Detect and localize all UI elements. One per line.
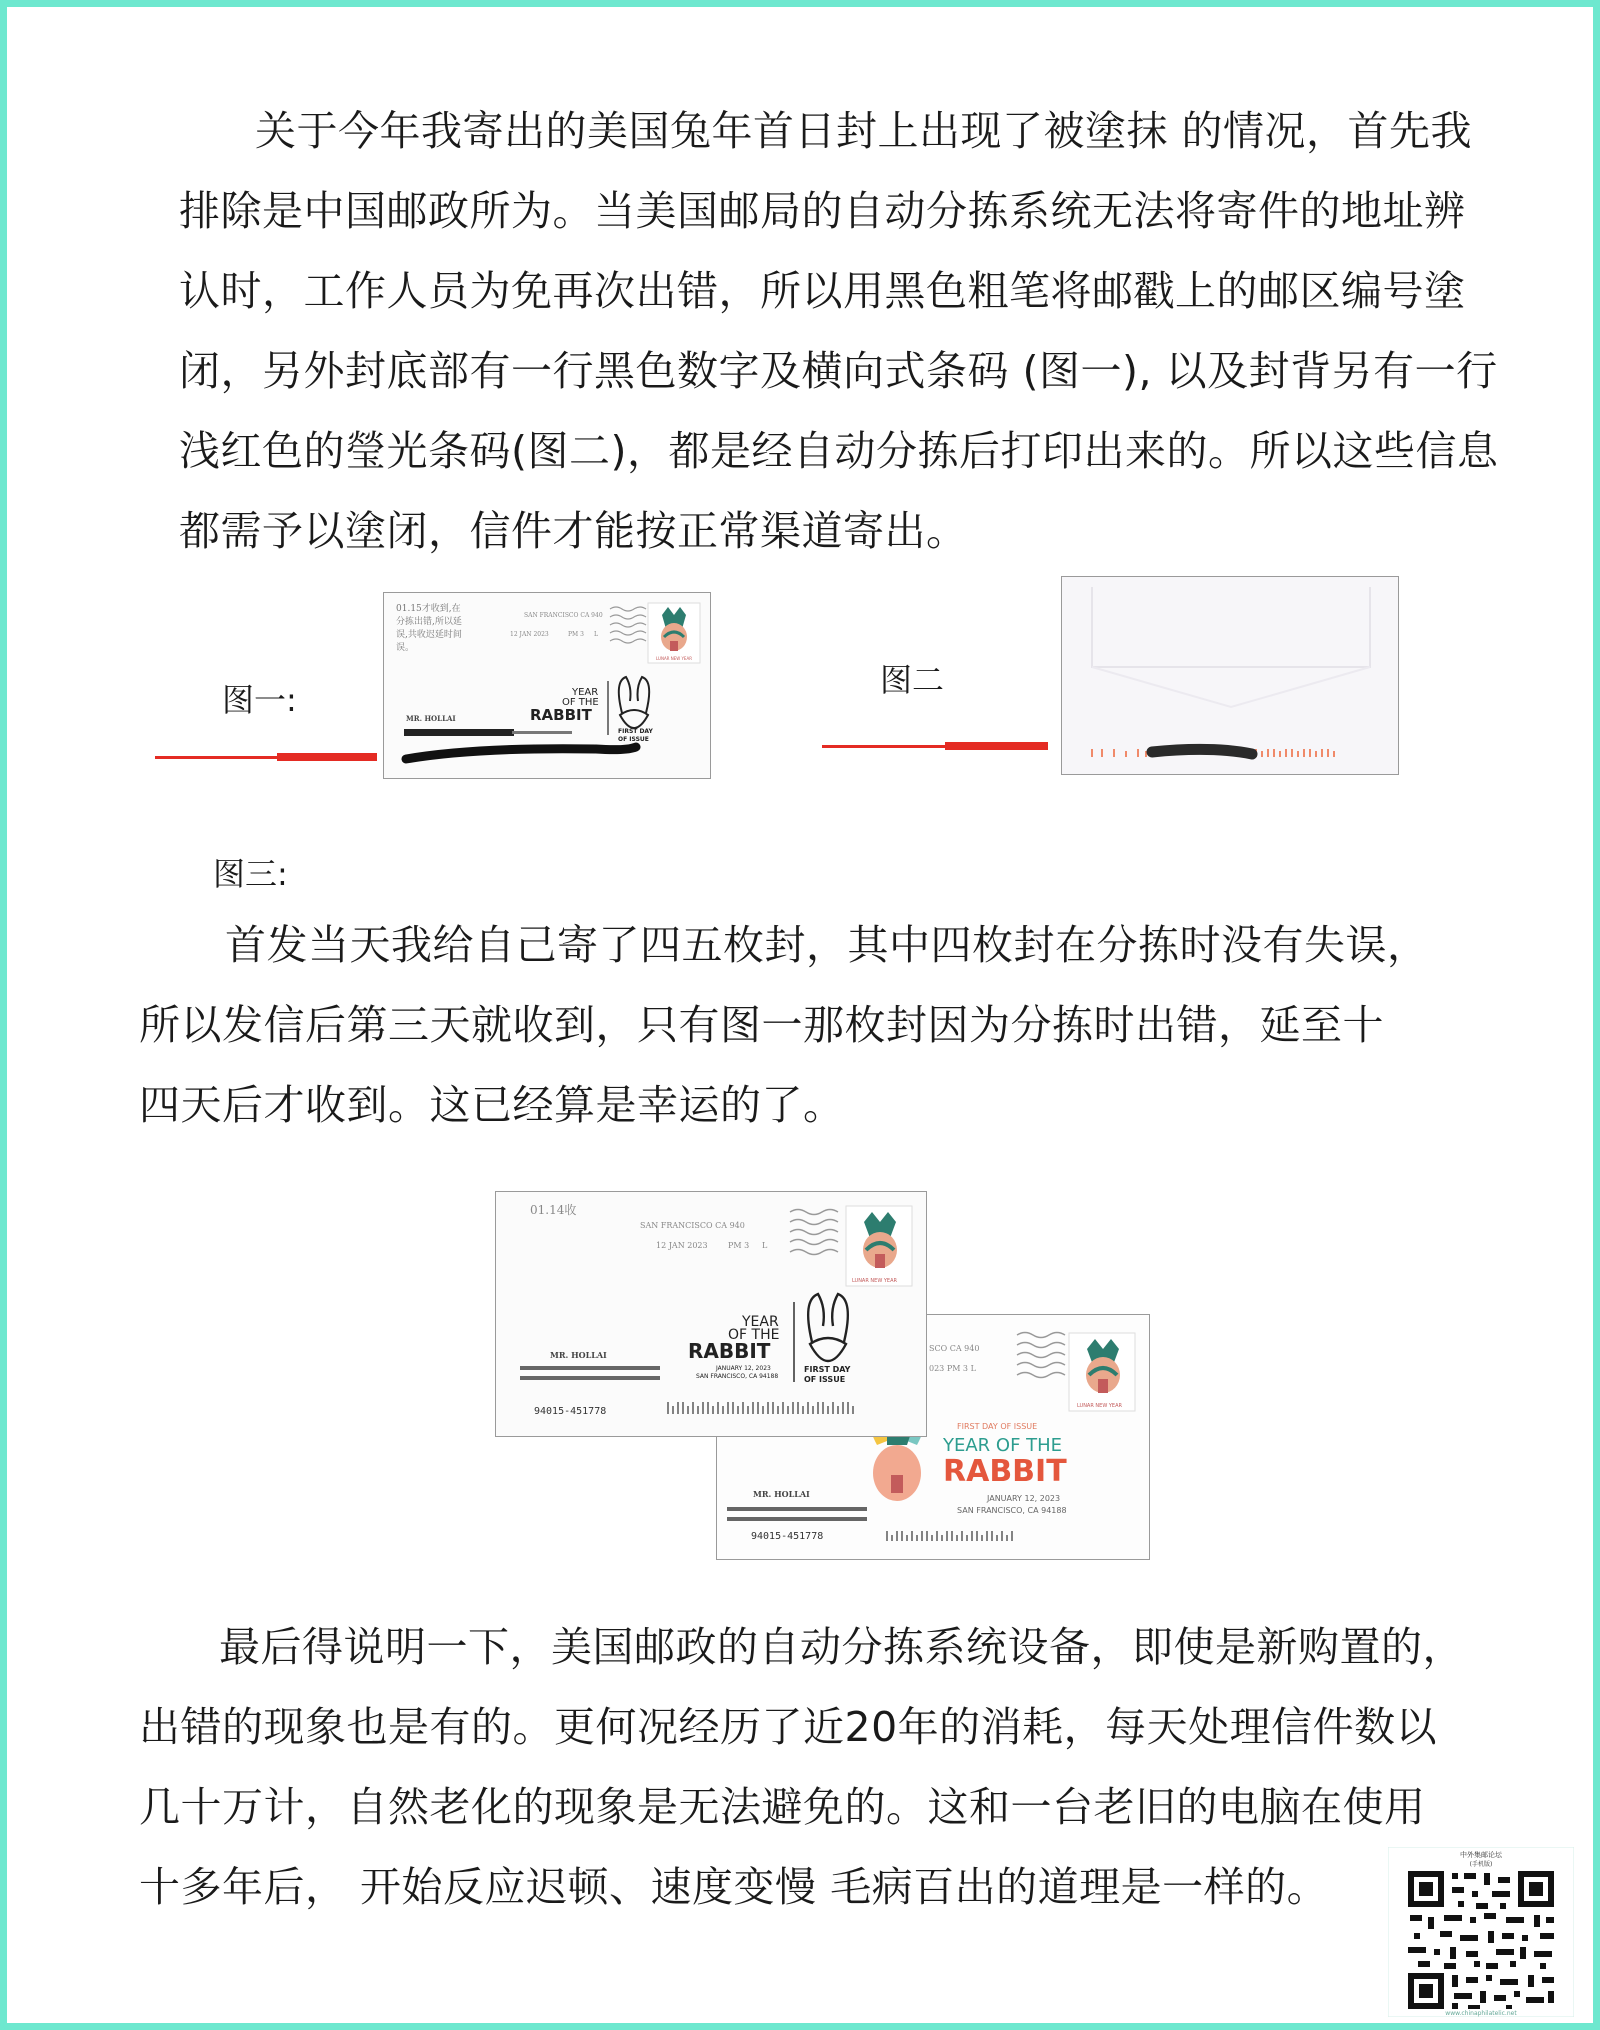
text-line: 浅红色的瑩光条码(图二)，都是经自动分拣后打印出来的。所以这些信息 <box>179 427 1499 475</box>
svg-text:YEAR OF THE: YEAR OF THE <box>943 1435 1063 1456</box>
postmark-city: SAN FRANCISCO CA 940 <box>524 612 603 619</box>
text-line: 闭，另外封底部有一行黑色数字及横向式条码 (图一), 以及封背另有一行 <box>179 347 1498 395</box>
stamp <box>648 603 700 663</box>
svg-text:RABBIT: RABBIT <box>688 1339 771 1363</box>
envelope-figure-3-bw <box>495 1191 927 1437</box>
blackout-address <box>404 729 514 736</box>
handwritten-note: 分拣出错,所以延 <box>396 617 462 627</box>
barcode <box>668 1402 853 1414</box>
handwritten-note: 误,共收迟延时间 <box>396 630 462 640</box>
svg-text:01.14收: 01.14收 <box>530 1203 577 1217</box>
document-page <box>7 7 1593 2023</box>
svg-text:94015-451778: 94015-451778 <box>751 1531 824 1542</box>
blackout-marker <box>406 747 636 759</box>
handwritten-note: 01.15才收到,在 <box>396 604 461 614</box>
red-underline <box>822 745 1048 748</box>
rabbit-text: RABBIT <box>530 706 592 724</box>
recipient-name: MR. HOLLAI <box>406 714 456 723</box>
svg-text:SAN FRANCISCO, CA 94188: SAN FRANCISCO, CA 94188 <box>957 1506 1067 1515</box>
text-line: 最后得说明一下，美国邮政的自动分拣系统设备，即使是新购置的， <box>219 1623 1464 1671</box>
of-the-text: OF THE <box>562 697 599 708</box>
text-line: 出错的现象也是有的。更何况经历了近20年的消耗，每天处理信件数以 <box>139 1703 1438 1751</box>
paragraph-intro <box>179 91 1499 571</box>
svg-text:FIRST DAY: FIRST DAY <box>804 1365 851 1374</box>
svg-text:SCO CA 940: SCO CA 940 <box>929 1344 980 1353</box>
svg-text:中外集邮论坛: 中外集邮论坛 <box>1460 1851 1502 1859</box>
blackout-marker <box>1152 749 1252 754</box>
rabbit-icon <box>619 677 649 728</box>
handwritten-note: 误。 <box>396 643 415 653</box>
qr-code-art <box>1388 1847 1574 2017</box>
svg-text:www.chinaphilatelic.net: www.chinaphilatelic.net <box>1445 2010 1517 2017</box>
text-line: 都需予以塗闭，信件才能按正常渠道寄出。 <box>179 507 968 555</box>
postmark-time: PM 3 <box>568 631 584 638</box>
text-line: 认时，工作人员为免再次出错，所以用黑色粗笔将邮戳上的邮区编号塗 <box>179 267 1466 315</box>
svg-text:FIRST DAY OF ISSUE: FIRST DAY OF ISSUE <box>957 1422 1038 1431</box>
red-underline <box>155 756 377 759</box>
paragraph-conclusion <box>139 1607 1464 1927</box>
svg-text:OF THE: OF THE <box>728 1327 780 1343</box>
svg-text:MR. HOLLAI: MR. HOLLAI <box>550 1350 607 1360</box>
cancellation-waves <box>790 1210 838 1255</box>
year-text: YEAR <box>572 687 599 698</box>
svg-text:RABBIT: RABBIT <box>943 1454 1067 1489</box>
svg-text:SAN FRANCISCO, CA 94188: SAN FRANCISCO, CA 94188 <box>696 1373 779 1380</box>
text-line: 几十万计，自然老化的现象是无法避免的。这和一台老旧的电脑在使用 <box>139 1783 1426 1831</box>
text-line: 首发当天我给自己寄了四五枚封，其中四枚封在分拣时没有失误， <box>225 921 1429 969</box>
svg-text:OF ISSUE: OF ISSUE <box>804 1375 846 1384</box>
figure-2-label: 图二 <box>880 661 945 699</box>
text-line: 关于今年我寄出的美国兔年首日封上出现了被塗抹 的情况，首先我 <box>255 107 1473 155</box>
barcode <box>887 1531 1012 1541</box>
envelope-figure-2-art <box>1062 577 1399 775</box>
text-line: 十多年后， 开始反应迟顿、速度变慢 毛病百出的道理是一样的。 <box>139 1863 1329 1911</box>
envelope-figure-1 <box>383 592 711 779</box>
svg-text:JANUARY 12, 2023: JANUARY 12, 2023 <box>716 1365 771 1372</box>
envelope-bw-art <box>496 1192 927 1437</box>
stamp <box>846 1206 912 1286</box>
svg-text:94015-451778: 94015-451778 <box>534 1406 607 1417</box>
figure-1-label: 图一: <box>222 681 297 719</box>
cancellation-waves <box>610 607 646 643</box>
text-line: 所以发信后第三天就收到，只有图一那枚封因为分拣时出错，延至十 <box>139 1001 1384 1049</box>
of-issue-text: OF ISSUE <box>618 736 649 743</box>
svg-text:LUNAR NEW YEAR: LUNAR NEW YEAR <box>852 1278 897 1284</box>
envelope-figure-2-back <box>1061 576 1399 775</box>
svg-text:MR. HOLLAI: MR. HOLLAI <box>753 1489 810 1499</box>
svg-text:12 JAN 2023: 12 JAN 2023 <box>656 1241 708 1250</box>
svg-text:(手机版): (手机版) <box>1469 1861 1493 1868</box>
svg-text:023 PM 3 L: 023 PM 3 L <box>929 1364 976 1373</box>
rabbit-icon <box>808 1294 848 1361</box>
first-day-text: FIRST DAY <box>618 728 653 735</box>
svg-text:LUNAR NEW YEAR: LUNAR NEW YEAR <box>1077 1403 1122 1409</box>
svg-text:PM 3: PM 3 <box>728 1241 750 1250</box>
paragraph-first-day <box>139 905 1429 1145</box>
svg-text:JANUARY 12, 2023: JANUARY 12, 2023 <box>987 1494 1061 1503</box>
envelope-figure-1-art <box>384 593 711 779</box>
svg-text:SAN FRANCISCO CA 940: SAN FRANCISCO CA 940 <box>640 1221 745 1230</box>
svg-text:L: L <box>762 1241 768 1250</box>
text-line: 四天后才收到。这已经算是幸运的了。 <box>139 1081 845 1129</box>
stamp <box>1069 1333 1135 1411</box>
qr-code-watermark <box>1388 1847 1574 2017</box>
text-line: 排除是中国邮政所为。当美国邮局的自动分拣系统无法将寄件的地址辨 <box>179 187 1466 235</box>
cancellation-waves <box>1017 1333 1065 1378</box>
postmark-date: 12 JAN 2023 <box>510 631 549 638</box>
svg-text:LUNAR NEW YEAR: LUNAR NEW YEAR <box>656 656 692 661</box>
svg-text:YEAR: YEAR <box>742 1314 779 1330</box>
figure-3-label: 图三: <box>213 855 288 893</box>
postmark-l: L <box>594 631 598 638</box>
